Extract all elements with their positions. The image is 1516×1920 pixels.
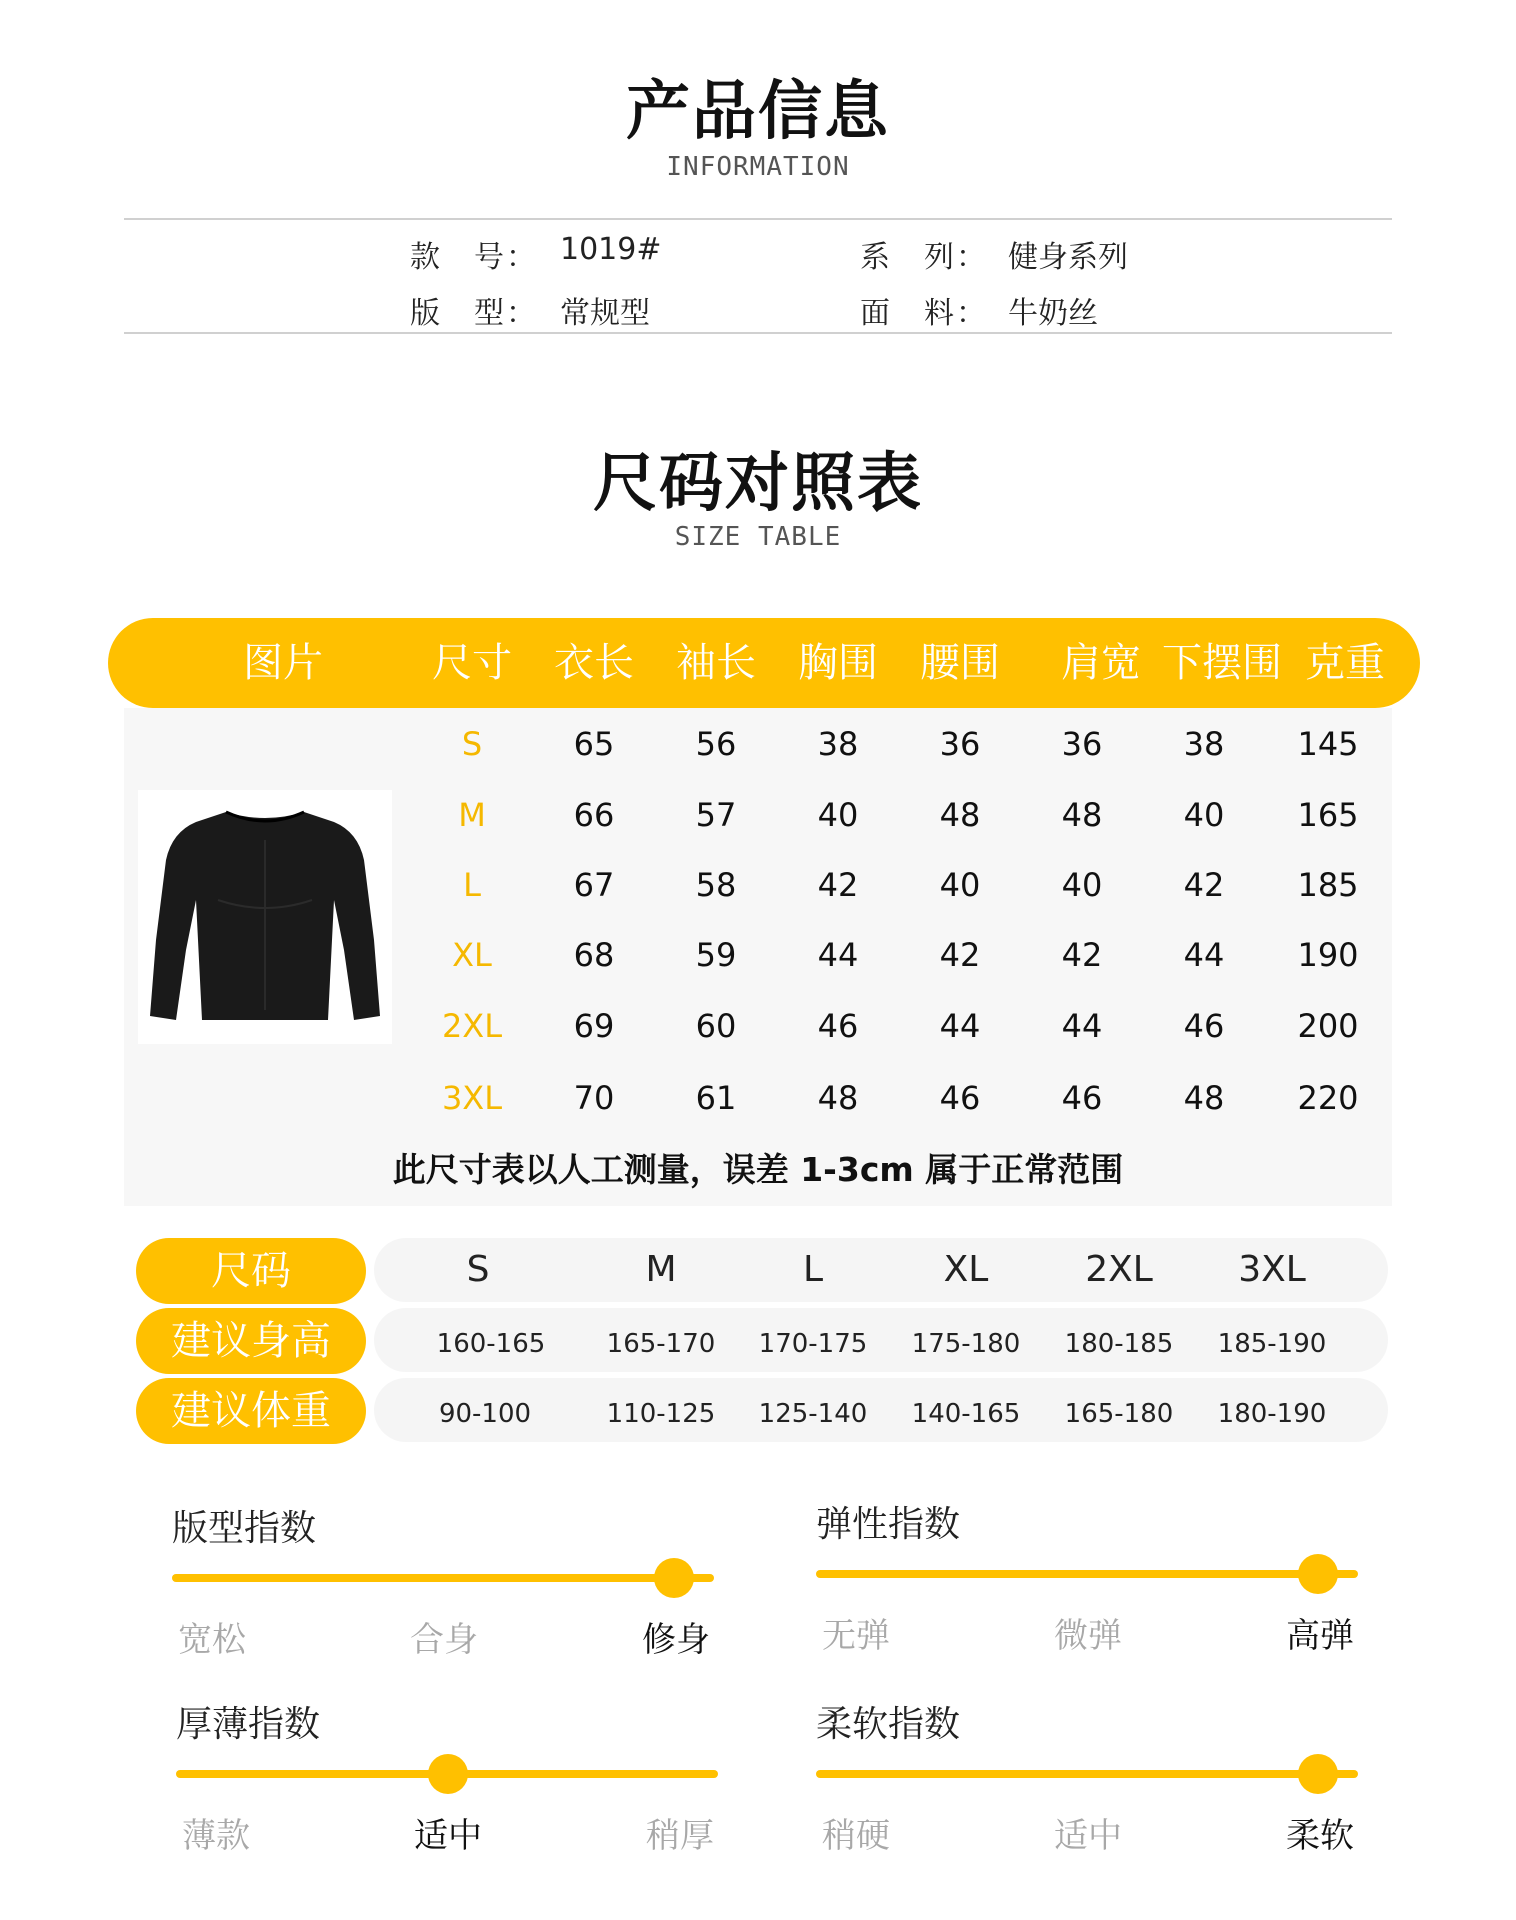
table-cell: 36: [939, 725, 981, 763]
header-waist: 腰围: [920, 640, 1000, 686]
thickness-level-thin: 薄款: [182, 1816, 250, 1856]
cell-size-l: L: [463, 866, 481, 904]
table-cell: 70: [573, 1079, 615, 1117]
elasticity-index-track: [816, 1570, 1358, 1578]
header-hem: 下摆围: [1162, 640, 1282, 686]
table-cell: 185: [1297, 866, 1359, 904]
softness-index-knob: [1298, 1754, 1338, 1794]
table-cell: 44: [1183, 936, 1225, 974]
table-cell: 46: [1061, 1079, 1103, 1117]
table-cell: 200: [1297, 1007, 1359, 1045]
table-cell: 46: [939, 1079, 981, 1117]
field-label-fit: 版 型：: [410, 296, 538, 331]
table-cell: 69: [573, 1007, 615, 1045]
table-cell: 68: [573, 936, 615, 974]
recommend-size: S: [466, 1249, 490, 1290]
table-cell: 66: [573, 796, 615, 834]
field-value-series: 健身系列: [1008, 240, 1128, 275]
header-length: 衣长: [554, 640, 634, 686]
header-sleeve: 袖长: [676, 640, 756, 686]
recommend-height: 175-180: [911, 1329, 1021, 1359]
elasticity-index-knob: [1298, 1554, 1338, 1594]
cell-size-xl: XL: [452, 936, 492, 974]
recommend-weight: 180-190: [1217, 1399, 1327, 1429]
recommend-weight: 125-140: [758, 1399, 868, 1429]
softness-level-hard: 稍硬: [822, 1816, 890, 1856]
label-size: 尺码: [136, 1238, 366, 1304]
table-cell: 59: [695, 936, 737, 974]
elasticity-index-title: 弹性指数: [816, 1504, 961, 1545]
table-cell: 145: [1297, 725, 1359, 763]
measurement-note: 此尺寸表以人工测量，误差 1-3cm 属于正常范围: [392, 1150, 1124, 1189]
table-cell: 48: [1183, 1079, 1225, 1117]
fit-index-track: [172, 1574, 714, 1582]
recommend-size: XL: [943, 1249, 989, 1290]
recommend-size: 3XL: [1238, 1249, 1306, 1290]
table-cell: 48: [817, 1079, 859, 1117]
elasticity-level-none: 无弹: [822, 1616, 890, 1656]
thickness-index-title: 厚薄指数: [176, 1704, 321, 1745]
table-cell: 46: [1183, 1007, 1225, 1045]
recommend-weight: 110-125: [606, 1399, 716, 1429]
softness-level-medium: 适中: [1054, 1816, 1122, 1856]
table-cell: 40: [817, 796, 859, 834]
table-cell: 38: [817, 725, 859, 763]
product-image: [138, 790, 392, 1044]
table-cell: 42: [817, 866, 859, 904]
table-cell: 165: [1297, 796, 1359, 834]
fit-level-regular: 合身: [410, 1620, 478, 1660]
table-cell: 42: [1061, 936, 1103, 974]
recommend-size: 2XL: [1085, 1249, 1153, 1290]
elasticity-level-high: 高弹: [1286, 1616, 1354, 1656]
product-info-title: 产品信息: [626, 75, 890, 149]
label-weight: 建议体重: [136, 1378, 366, 1444]
recommend-weight: 90-100: [438, 1399, 532, 1429]
table-cell: 40: [1183, 796, 1225, 834]
softness-index-track: [816, 1770, 1358, 1778]
table-cell: 42: [939, 936, 981, 974]
fit-index-knob: [654, 1558, 694, 1598]
recommend-weight: 140-165: [911, 1399, 1021, 1429]
header-image: 图片: [243, 640, 323, 686]
fit-level-slim: 修身: [642, 1620, 710, 1660]
header-size: 尺寸: [432, 640, 512, 686]
table-cell: 40: [939, 866, 981, 904]
field-label-fabric: 面 料：: [860, 296, 988, 331]
thickness-level-medium: 适中: [414, 1816, 482, 1856]
table-cell: 58: [695, 866, 737, 904]
table-cell: 220: [1297, 1079, 1359, 1117]
shirt-icon: [138, 790, 392, 1044]
field-value-fit: 常规型: [560, 296, 650, 331]
label-height: 建议身高: [136, 1308, 366, 1374]
header-shoulder: 肩宽: [1061, 640, 1141, 686]
field-value-fabric: 牛奶丝: [1008, 296, 1098, 331]
field-value-style-no: 1019#: [560, 232, 662, 267]
table-cell: 44: [1061, 1007, 1103, 1045]
header-chest: 胸围: [798, 640, 878, 686]
table-cell: 67: [573, 866, 615, 904]
table-cell: 57: [695, 796, 737, 834]
recommend-height: 165-170: [606, 1329, 716, 1359]
table-cell: 61: [695, 1079, 737, 1117]
table-cell: 40: [1061, 866, 1103, 904]
elasticity-level-slight: 微弹: [1054, 1616, 1122, 1656]
softness-level-soft: 柔软: [1286, 1816, 1354, 1856]
field-label-series: 系 列：: [860, 240, 988, 275]
divider-bottom: [124, 332, 1392, 334]
table-cell: 44: [939, 1007, 981, 1045]
recommend-weight: 165-180: [1064, 1399, 1174, 1429]
size-table-subtitle: SIZE TABLE: [674, 522, 842, 552]
cell-size-2xl: 2XL: [441, 1007, 503, 1045]
table-cell: 46: [817, 1007, 859, 1045]
table-cell: 44: [817, 936, 859, 974]
size-table-title: 尺码对照表: [593, 447, 923, 521]
cell-size-m: M: [458, 796, 486, 834]
field-label-style-no: 款 号：: [410, 240, 538, 275]
recommend-height: 160-165: [436, 1329, 546, 1359]
recommend-size: M: [645, 1249, 677, 1290]
recommend-height: 180-185: [1064, 1329, 1174, 1359]
header-weight: 克重: [1305, 640, 1385, 686]
table-cell: 48: [1061, 796, 1103, 834]
recommend-height: 185-190: [1217, 1329, 1327, 1359]
table-cell: 56: [695, 725, 737, 763]
table-cell: 190: [1297, 936, 1359, 974]
divider-top: [124, 218, 1392, 220]
table-cell: 60: [695, 1007, 737, 1045]
table-cell: 36: [1061, 725, 1103, 763]
fit-index-title: 版型指数: [172, 1508, 317, 1549]
thickness-index-knob: [428, 1754, 468, 1794]
fit-level-loose: 宽松: [178, 1620, 246, 1660]
table-cell: 38: [1183, 725, 1225, 763]
thickness-level-thick: 稍厚: [646, 1816, 714, 1856]
recommend-height: 170-175: [758, 1329, 868, 1359]
recommend-size: L: [802, 1249, 824, 1290]
table-cell: 48: [939, 796, 981, 834]
softness-index-title: 柔软指数: [816, 1704, 961, 1745]
cell-size-3xl: 3XL: [441, 1079, 503, 1117]
product-info-subtitle: INFORMATION: [666, 152, 850, 182]
cell-size-s: S: [461, 725, 483, 763]
table-cell: 65: [573, 725, 615, 763]
table-cell: 42: [1183, 866, 1225, 904]
